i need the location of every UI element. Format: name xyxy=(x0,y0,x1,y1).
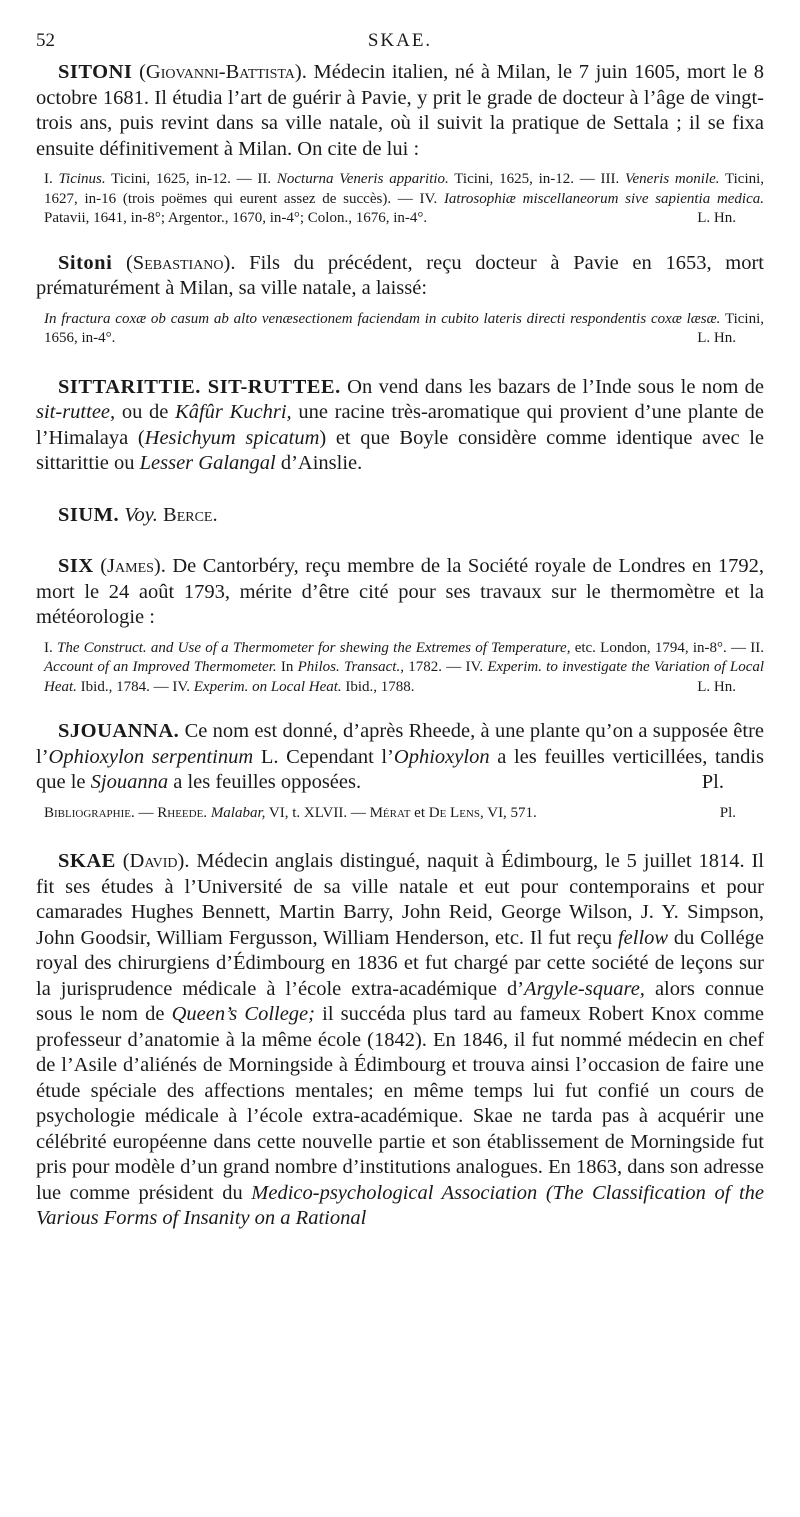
entry-sitoni-giovanni xyxy=(36,60,764,229)
biblio-title: Nocturna Veneris apparitio. xyxy=(276,171,449,187)
biblio-details: VI, t. XLVII. — xyxy=(268,804,366,821)
entry-term: Kâfûr Kuchri, xyxy=(175,401,292,423)
page-number: 52 xyxy=(36,30,55,51)
bibliography xyxy=(36,170,764,229)
entry-skae xyxy=(36,849,764,1232)
biblio-title: Experim. on Local Heat. xyxy=(193,678,342,695)
entry-six xyxy=(36,554,764,697)
author-signature: L. Hn. xyxy=(697,210,736,226)
entry-term: Lesser Galangal xyxy=(139,452,276,474)
biblio-number: III. xyxy=(600,171,620,187)
headword: SKAE xyxy=(58,850,116,872)
headword: SITTARITTIE. SIT-RUTTEE. xyxy=(58,375,341,398)
headword: SITONI xyxy=(58,61,133,83)
author-signature: Pl. xyxy=(719,804,736,821)
entry-text: a les feuilles verticillées, tandis que le xyxy=(36,745,764,793)
person-name: (Giovanni-Battista). xyxy=(139,61,307,83)
entry-term: Ophioxylon serpentinum xyxy=(48,745,254,768)
biblio-title: Veneris monile. xyxy=(625,171,720,187)
entry-sium xyxy=(36,503,764,529)
entry-text: ou de xyxy=(121,401,169,423)
biblio-number: IV. xyxy=(465,659,484,675)
entry-term: Hesichyum spicatum xyxy=(144,426,320,449)
headword: SIUM. xyxy=(58,503,120,526)
running-head xyxy=(36,30,764,60)
biblio-number: — IV. xyxy=(153,678,190,695)
cross-reference: Berce. xyxy=(163,503,218,526)
biblio-journal: Philos. Transact., xyxy=(297,659,404,675)
biblio-title: The Construct. and Use of a Thermometer for shewing the Extremes of Temperature, xyxy=(57,639,571,656)
biblio-author: Mérat xyxy=(369,804,411,821)
entry-text: une racine très-aromatique qui provient d’une plante de l’Himalaya ( xyxy=(36,401,765,449)
entry-body xyxy=(36,251,764,302)
biblio-title: Malabar, xyxy=(210,804,266,821)
person-name: (David). xyxy=(122,850,190,872)
entry-term: Queen’s College; xyxy=(171,1003,315,1025)
headword: SIX xyxy=(58,555,94,577)
entry-text: a les feuilles opposées. xyxy=(173,771,362,793)
biblio-title: Experim. to investigate the Variation of Local Heat. xyxy=(44,659,765,695)
entry-body xyxy=(36,60,764,162)
entry-text: il succéda plus tard au fameux Robert Knox comme professeur d’anatomie à la même école (1842). En 1846, il fut nommé médecin en chef de l’Asile d’aliénés de Morningside à Édimbourg et trouva ainsi l’occasion de faire une étude spéciale des affections mentales; en même temps lui fut confié un cours de psychologie médicale à l’école extra-académique. Skae ne tarda pas à acquérir une célébrité européenne dans cette nouvelle partie et son établissement de Morningside fut pris pour modèle d’un grand nombre d’institutions analogues. En 1863, dans son adresse lue comme président du xyxy=(36,1003,765,1204)
entry-text: d’Ainslie. xyxy=(280,452,363,474)
biblio-number: II. xyxy=(750,639,765,656)
entry-text: Médecin anglais distingué, naquit à Édimbourg, le 5 juillet 1814. Il fit ses études à l’Université de sa ville natale et eut pour contemporains et pour camarades Hughes Bennett, Martin Barry, John Reid, George Wilson, J. Y. Simpson, John Goodsir, William Fergusson, William Henderson, etc. Il fut reçu xyxy=(36,850,764,949)
entry-body xyxy=(36,849,764,1232)
entry-text: du Collége royal des chirurgiens d’Édimbourg en 1836 et fut chargé par cette société de leçons sur la jurisprudence médicale à l’école extra-académique d’ xyxy=(36,926,765,1000)
biblio-title: Account of an Improved Thermometer. xyxy=(44,659,277,675)
biblio-details: Ticini, 1625, in-12. — xyxy=(111,171,252,187)
biblio-title: Iatrosophiæ miscellaneorum sive sapientia medica. xyxy=(443,190,765,207)
biblio-author: De Lens, xyxy=(428,804,484,821)
entry-body xyxy=(36,503,764,529)
entry-sitoni-sebastiano xyxy=(36,251,764,349)
entry-text: L. Cependant l’ xyxy=(260,745,394,768)
author-signature: L. Hn. xyxy=(697,330,736,346)
biblio-details: Ibid., 1788. xyxy=(345,678,415,695)
entry-term: Ophioxylon xyxy=(393,745,490,768)
bibliography xyxy=(36,639,764,698)
biblio-number: IV. xyxy=(419,190,438,207)
biblio-title: Ticinus. xyxy=(58,171,106,187)
biblio-details: VI, 571. xyxy=(487,804,537,821)
entry-body xyxy=(36,719,764,796)
biblio-author: — Rheede. xyxy=(138,804,208,821)
running-title: SKAE. xyxy=(367,30,433,51)
author-signature: Pl. xyxy=(701,771,724,793)
biblio-details: Patavii, 1641, in-8°; Argentor., 1670, in-4°; Colon., 1676, in-4°. xyxy=(44,210,428,226)
entry-body xyxy=(36,375,764,477)
bibliography xyxy=(36,804,764,824)
entry-term: Sjouanna xyxy=(90,771,169,793)
biblio-details: In xyxy=(280,659,294,675)
entry-term: Medico-psychological Association (The Classification of the Various Forms of Insanity on a Rational xyxy=(36,1181,765,1229)
biblio-details: Ticini, 1625, in-12. — xyxy=(454,171,595,187)
entry-text: Fils du précédent, reçu docteur à Pavie en 1653, mort prématurément à Milan, sa ville natale, a laissé: xyxy=(36,251,764,299)
biblio-number: I. xyxy=(44,171,53,187)
biblio-details: 1782. — xyxy=(408,659,462,675)
person-name: (Sebastiano). xyxy=(125,251,236,274)
biblio-details: etc. London, 1794, in-8°. — xyxy=(574,639,747,656)
biblio-label: Bibliographie. xyxy=(44,804,135,821)
entry-sittarittie xyxy=(36,375,764,477)
biblio-number: II. xyxy=(257,171,272,187)
entry-text: On vend dans les bazars de l’Inde sous le nom de xyxy=(347,375,765,398)
biblio-details: et xyxy=(414,804,425,821)
biblio-number: I. xyxy=(44,639,53,656)
entry-text: ) et que Boyle considère comme identique avec le sittarittie ou xyxy=(36,426,764,474)
headword: Sitoni xyxy=(58,251,113,274)
biblio-details: Ticini, 1656, in-4°. xyxy=(44,310,764,346)
entry-term: Argyle-square, xyxy=(524,977,645,1000)
entry-text: De Cantorbéry, reçu membre de la Société royale de Londres en 1792, mort le 24 août 1793, mérite d’être cité pour ses travaux sur le thermomètre et la météorologie : xyxy=(36,555,765,628)
headword: SJOUANNA. xyxy=(58,720,180,742)
biblio-details: Ticini, 1627, in-16 (trois poëmes qui eurent assez de succès). — xyxy=(44,171,765,207)
entry-text: Ce nom est donné, d’après Rheede, à une plante qu’on a supposée être l’ xyxy=(36,720,764,768)
entry-body xyxy=(36,554,764,631)
biblio-title: In fractura coxæ ob casum ab alto venæsectionem faciendam in cubito lateris directi respondentis coxæ læsæ. xyxy=(44,310,721,327)
person-name: (James). xyxy=(100,555,166,577)
author-signature: L. Hn. xyxy=(697,678,736,695)
entry-term: sit-ruttee, xyxy=(36,401,116,423)
entry-text: alors connue sous le nom de xyxy=(36,977,765,1025)
entry-term: fellow xyxy=(617,926,669,949)
see-reference: Voy. xyxy=(124,503,158,526)
entry-sjouanna xyxy=(36,719,764,823)
bibliography xyxy=(36,310,764,349)
entry-text: Médecin italien, né à Milan, le 7 juin 1605, mort le 8 octobre 1681. Il étudia l’art de guérir à Pavie, y prit le grade de docteur à l’âge de vingt-trois ans, puis revint dans sa ville natale, où il suivit la pratique de Settala ; il se fixa ensuite définitivement à Milan. On cite de lui : xyxy=(36,61,764,160)
biblio-details: Ibid., 1784. xyxy=(80,678,150,695)
